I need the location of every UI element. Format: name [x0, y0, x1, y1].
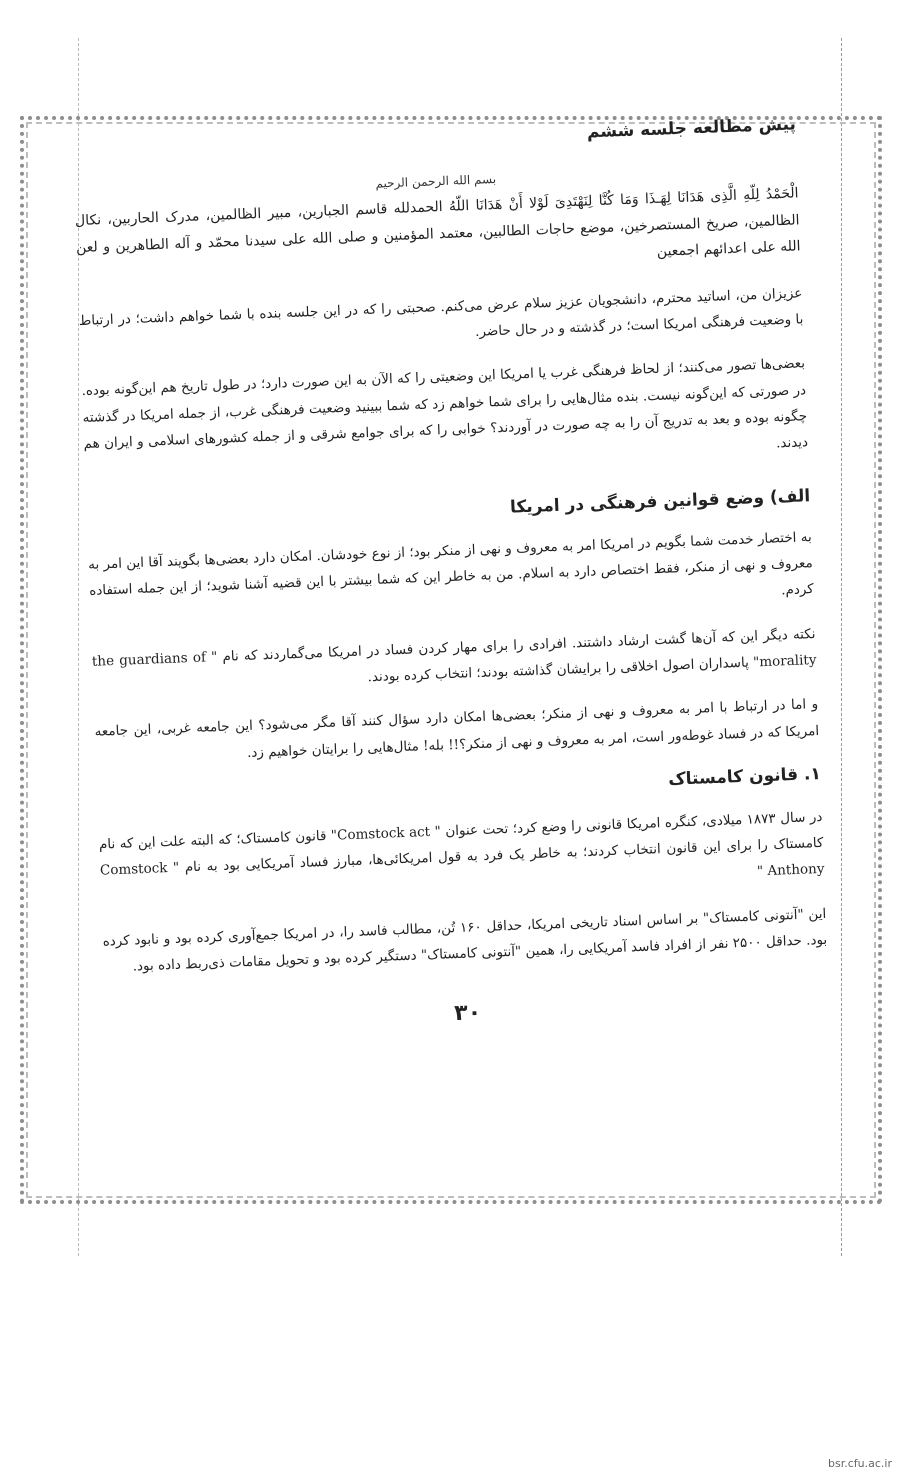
footer-url: bsr.cfu.ac.ir	[828, 1457, 892, 1470]
opening-verse: الْحَمْدُ لِلّهِ الَّذِی هَدَانَا لِهَـذَا وَمَا كُنَّا لِنَهْتَدِیَ لَوْلا أَنْ هَدَانَا اللّهُ الحمدلله قاسم الجبارین، مبیر الظالمین، مدرک الحاربین، نکال الظالمین، صریخ المستصرخین، موضع حاجات الطالبین، معتمد المؤمنین و صلی الله علی سیدنا محمّد و آله الطاهرین و لعن الله علی اعدائهم اجمعین	[74, 185, 801, 261]
section-heading-1: ۱. قانون کامستاک	[667, 763, 822, 790]
document-body	[72, 114, 836, 1201]
section-a-paragraph-2: نکته دیگر این که آن‌ها گشت ارشاد داشتند. افرادی را برای مهار کردن فساد در امریکا می‌گماردند که نام " the guardians of morality" پاسداران اصول اخلاقی را برایشان گذاشته بودند؛ انتخاب کرده بودند.	[91, 625, 817, 686]
page-title: پیش مطالعه جلسه ششم	[586, 114, 797, 143]
intro-paragraph-1: عزیزان من، اساتید محترم، دانشجویان عزیز سلام عرض می‌کنم. صحبتی را که در این جلسه بنده با شما خواهم داشت؛ در ارتباط با وضعیت فرهنگی امریکا است؛ در گذشته و در حال حاضر.	[78, 285, 804, 340]
intro-paragraph-2: بعضی‌ها تصور می‌کنند؛ از لحاظ فرهنگی غرب یا امریکا این وضعیتی را که الآن به این صورت دارد؛ در طول تاریخ هم این‌گونه بوده. در صورتی که این‌گونه نیست. بنده مثال‌هایی را برای شما خواهم زد که شما ببینید وضعیت فرهنگی غرب، از جمله امریکا در گذشته چگونه بوده و بعد به تدریج آن را به چه صورت در آوردند؟ خوابی را که برای جوامع شرقی و از جمله کشورهای اسلامی و ایران هم دیدند.	[81, 355, 809, 453]
basmala: بسم الله الرحمن الرحیم	[375, 171, 497, 191]
page-number: ۳۰	[453, 1000, 482, 1027]
section-1-paragraph-1: در سال ۱۸۷۳ میلادی، کنگره امریکا قانونی را وضع کرد؛ تحت عنوان " Comstock act" قانون کامستاک؛ که البته علت این که نام کامستاک را برای این قانون انتخاب کردند؛ به خاطر یک فرد به قول امریکائی‌ها، مبارز فساد آمریکایی بود به نام " Comstock Anthony "	[98, 808, 825, 880]
section-heading-a: الف) وضع قوانین فرهنگی در امریکا	[509, 485, 811, 518]
section-a-paragraph-1: به اختصار خدمت شما بگویم در امریکا امر به معروف و نهی از منکر بود؛ از نوع خودشان. امکان دارد بعضی‌ها بگویند آقا این امر به معروف و نهی از منکر، فقط اختصاص دارد به اسلام. من به خاطر این که شما بیشتر با این قضیه آشنا شوید؛ از این جمله استفاده کردم.	[87, 528, 815, 599]
section-1-paragraph-2: این "آنتونی کامستاک" بر اساس اسناد تاریخی امریکا، حداقل ۱۶۰ تُن، مطالب فاسد را، در امریکا جمع‌آوری کرده بود و نابود کرده بود. حداقل ۲۵۰۰ نفر از افراد فاسد آمریکایی را، همین "آنتونی کامستاک" دستگیر کرده بود و تحویل مقامات ذی‌ربط داده بود.	[102, 905, 828, 975]
section-a-paragraph-3: و اما در ارتباط با امر به معروف و نهی از منکر؛ بعضی‌ها امکان دارد سؤال کنند آقا مگر می‌شود؟ این جامعه غربی، این جامعه امریکا که در فساد غوطه‌ور است، امر به معروف و نهی از منکر؟!! بله! مثال‌هایی را برایتان خواهیم زد.	[94, 696, 820, 761]
